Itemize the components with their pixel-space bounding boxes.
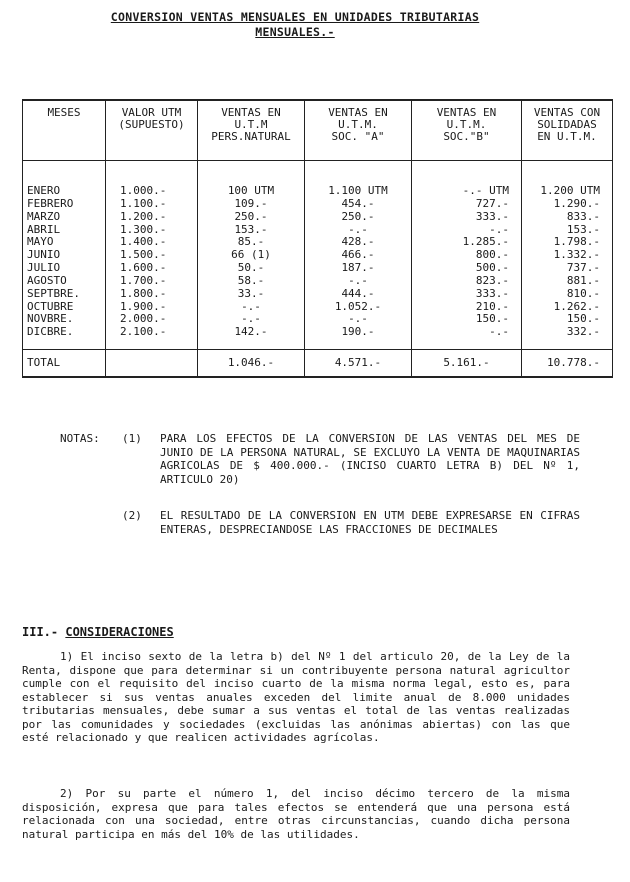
table-cell: 1.290.- [553,196,600,210]
table-cell: -.- [348,222,368,236]
table-cell: 466.- [341,248,375,262]
total-soc-b: 5.161.- [412,350,522,378]
table-cell: -.- [348,273,368,287]
table-cell: 444.- [341,286,375,300]
note-1-number: (1) [122,432,142,445]
table-cell: FEBRERO [27,196,74,210]
table-cell: -.- UTM [462,184,509,197]
column-pers-natural [198,161,305,350]
section-heading [22,625,174,639]
table-cell: 800.- [475,248,509,262]
header-consolidadas: VENTAS CON SOLIDADAS EN U.T.M. [522,100,613,161]
column-valor-utm [106,161,198,350]
note-1 [60,432,580,486]
table-cell: SEPTBRE. [27,286,80,300]
table-cell: 1.052.- [334,299,382,313]
table-cell: 250.- [234,209,268,223]
table-cell: 1.700.- [120,273,167,287]
table-cell: 142.- [234,325,268,339]
total-label: TOTAL [23,350,106,378]
note-2-text: EL RESULTADO DE LA CONVERSION EN UTM DEBE EXPRESARSE EN CIFRAS ENTERAS, DESPRECIANDOSE LAS FRACCIONES DE DECIMALES [160,509,580,536]
table-cell: 33.- [237,286,265,300]
table-cell: 881.- [566,273,600,287]
note-2 [60,509,580,536]
table-cell: JUNIO [27,248,61,262]
table-cell: 1.798.- [553,235,600,249]
table-cell: ABRIL [27,222,61,236]
table-cell: 1.300.- [120,222,167,236]
header-valor-utm: VALOR UTM (SUPUESTO) [106,100,198,161]
table-cell: AGOSTO [27,273,67,287]
table-cell: 737.- [566,261,600,275]
table-cell: 85.- [237,235,265,249]
note-2-number: (2) [122,509,142,522]
table-cell: -.- [489,325,509,339]
title-line-2: MENSUALES.- [255,25,335,39]
table-cell: 2.100.- [120,325,167,339]
table-cell: NOVBRE. [27,312,74,326]
table-cell: OCTUBRE [27,299,74,313]
table-cell: 333.- [475,286,509,300]
table-cell: 1.800.- [120,286,167,300]
table-cell: 187.- [341,261,375,275]
table-cell: 1.000.- [120,184,167,197]
column-soc-a [305,161,412,350]
section-number: III.- [22,625,59,639]
total-empty [106,350,198,378]
column-consolidadas [522,161,613,350]
table-cell: 2.000.- [120,312,167,326]
document-title [60,10,530,40]
table-cell: 333.- [475,209,509,223]
table-cell: 833.- [566,209,600,223]
table-cell: 153.- [234,222,268,236]
notes-block [60,432,580,536]
table-cell: 1.900.- [120,299,167,313]
table-cell: MARZO [27,209,61,223]
table-cell: 66 (1) [231,248,271,262]
table-cell: 1.200.- [120,209,167,223]
table-cell: 823.- [475,273,509,287]
table-cell: DICBRE. [27,325,74,339]
paragraph-2 [22,787,570,841]
table-cell: 210.- [475,299,509,313]
table-cell: 190.- [341,325,375,339]
table-cell: -.- [241,299,261,313]
sales-conversion-table [22,99,613,378]
column-meses [23,161,106,350]
header-soc-a: VENTAS EN U.T.M. SOC. "A" [305,100,412,161]
table-cell: 332.- [566,325,600,339]
table-body [23,161,613,350]
section-title: CONSIDERACIONES [65,625,174,639]
table-cell: 150.- [566,312,600,326]
table-cell: -.- [348,312,368,326]
table-cell: 1.100.- [120,196,167,210]
paragraph-2-text: 2) Por su parte el número 1, del inciso décimo tercero de la misma disposición, expresa que para tales efectos se entenderá que una persona está relacionada con una sociedad, entre otras circunstancias, cuando dicha persona natural participa en más del 10% de las utilidades. [22,787,570,841]
total-soc-a: 4.571.- [305,350,412,378]
table-cell: 1.200 UTM [540,184,600,197]
table-cell: 150.- [475,312,509,326]
notes-label: NOTAS: [60,432,100,445]
table-cell: 727.- [475,196,509,210]
total-consolidadas: 10.778.- [522,350,613,378]
table-cell: 810.- [566,286,600,300]
title-line-1: CONVERSION VENTAS MENSUALES EN UNIDADES TRIBUTARIAS [110,10,480,24]
table-cell: 58.- [237,273,265,287]
table-cell: 428.- [341,235,375,249]
table-cell: -.- [241,312,261,326]
table-header-row [23,100,613,161]
paragraph-1 [22,650,570,745]
table-cell: 1.600.- [120,261,167,275]
table-cell: ENERO [27,184,61,197]
table-cell: 50.- [237,261,265,275]
table-cell: 1.332.- [553,248,600,262]
paragraph-1-text: 1) El inciso sexto de la letra b) del Nº 1 del articulo 20, de la Ley de la Renta, dispone que para determinar si un contribuyente persona natural agricultor cumple con el requisito del inciso cuarto de la misma norma legal, esto es, para establecer si sus ventas anuales exceden del limite anual de 8.000 unidades tributarias mensuales, debe sumar a sus ventas el total de las ventas realizadas por las comunidades y sociedades (excluidas las anónimas abiertas) con las que esté relacionado y que realicen actividades agrícolas. [22,650,570,744]
table-cell: 1.262.- [553,299,600,313]
table-total-row [23,350,613,378]
column-soc-b [412,161,522,350]
table-cell: 100 UTM [227,184,275,197]
table-cell: 1.500.- [120,248,167,262]
table-cell: -.- [489,222,509,236]
table-cell: 454.- [341,196,375,210]
header-soc-b: VENTAS EN U.T.M. SOC."B" [412,100,522,161]
header-pers-natural: VENTAS EN U.T.M PERS.NATURAL [198,100,305,161]
table-cell: 1.100 UTM [328,184,388,197]
table-cell: 500.- [475,261,509,275]
table-cell: 153.- [566,222,600,236]
note-1-text: PARA LOS EFECTOS DE LA CONVERSION DE LAS VENTAS DEL MES DE JUNIO DE LA PERSONA NATURAL, SE EXCLUYO LA VENTA DE MAQUINARIAS AGRICOLAS DE $ 400.000.- (INCISO CUARTO LETRA B) DEL Nº 1, ARTICULO 20) [160,432,580,486]
table-cell: 109.- [234,196,268,210]
header-meses: MESES [23,100,106,161]
total-pers-natural: 1.046.- [198,350,305,378]
table-cell: JULIO [27,261,61,275]
table-cell: MAYO [27,235,54,249]
table-cell: 250.- [341,209,375,223]
table-cell: 1.400.- [120,235,167,249]
table-cell: 1.285.- [462,235,509,249]
